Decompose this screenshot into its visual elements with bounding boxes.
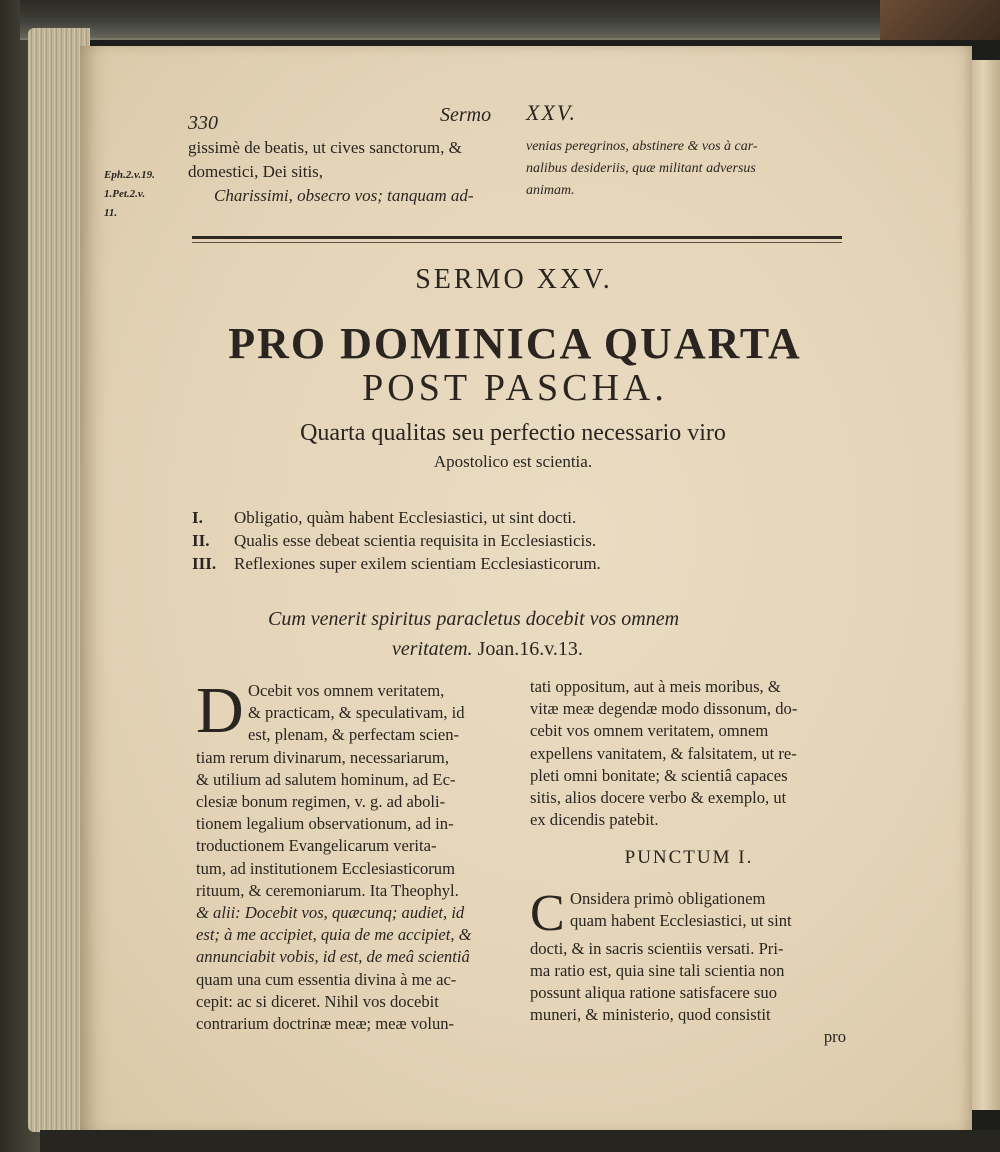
running-head-sermo: Sermo: [440, 104, 492, 126]
text-line: muneri, & ministerio, quod consistit: [530, 1005, 771, 1025]
epigraph: [268, 604, 808, 664]
running-head-number: XXV.: [526, 100, 577, 125]
margin-ref: 1.Pet.2.v.: [104, 188, 146, 200]
text-line: ex dicendis patebit.: [530, 810, 659, 830]
text-line: quam habent Ecclesiastici, ut sint: [570, 910, 792, 930]
sermon-subtitle-line2: Apostolico est scientia.: [433, 452, 593, 471]
text-line: animam.: [526, 183, 575, 198]
sermon-title-line1: PRO DOMINICA QUARTA: [228, 319, 802, 368]
point-text: Qualis esse debeat scientia requisita in Ecclesiasticis.: [234, 531, 597, 550]
epigraph-reference: Joan.16.v.13.: [477, 638, 583, 660]
text-line: sitis, alios docere verbo & exemplo, ut: [530, 788, 787, 808]
text-line: rituum, & ceremoniarum. Ita Theophyl.: [196, 880, 459, 900]
text-line: Charissimi, obsecro vos; tanquam ad-: [214, 186, 474, 205]
text-line: tionem legalium observationum, ad in-: [196, 814, 454, 834]
point-item: [192, 529, 601, 552]
ornamental-rule: [192, 236, 842, 239]
text-line: quam una cum essentia divina à me ac-: [196, 969, 457, 989]
epigraph-line2: [268, 634, 808, 664]
text-line: domestici, Dei sitis,: [188, 162, 324, 181]
point-text: Obligatio, quàm habent Ecclesiastici, ut sint docti.: [234, 508, 577, 527]
text-line: vitæ meæ degendæ modo dissonum, do-: [530, 699, 798, 719]
punctum-heading: PUNCTUM I.: [624, 847, 754, 869]
margin-ref: Eph.2.v.19.: [104, 169, 155, 181]
epigraph-italic: veritatem.: [392, 638, 473, 660]
text-line: tati oppositum, aut à meis moribus, &: [530, 677, 781, 696]
point-number: II.: [192, 531, 210, 550]
text-line: & alii: Docebit vos, quæcunq; audiet, id: [196, 903, 465, 923]
text-line: cebit vos omnem veritatem, omnem: [530, 721, 769, 741]
drop-cap: C: [530, 884, 565, 942]
text-line: gissimè de beatis, ut cives sanctorum, &: [188, 138, 462, 157]
ornamental-rule-thin: [192, 242, 842, 243]
point-item: [192, 552, 601, 575]
point-number: III.: [192, 554, 217, 573]
text-line: est; à me accipiet, quia de me accipiet, &: [196, 925, 472, 945]
sermon-title-line2: POST PASCHA.: [362, 367, 668, 409]
text-line: expellens vanitatem, & falsitatem, ut re-: [530, 743, 797, 763]
text-line: cepit: ac si diceret. Nihil vos docebit: [196, 991, 439, 1011]
page-block-top-edge: [20, 0, 970, 40]
epigraph-line1: Cum venerit spiritus paracletus docebit vos omnem: [268, 608, 680, 630]
text-line: ma ratio est, quia sine tali scientia non: [530, 960, 785, 980]
sermon-number: SERMO XXV.: [415, 264, 613, 295]
sermon-points: [192, 506, 601, 575]
body-column-right: [530, 676, 848, 1049]
text-line: Ocebit vos omnem veritatem,: [248, 681, 445, 700]
right-page-edge: [972, 60, 1000, 1110]
point-number: I.: [192, 508, 203, 527]
bottom-shadow: [40, 1130, 1000, 1152]
drop-cap: D: [196, 674, 244, 747]
point-text: Reflexiones super exilem scientiam Ecclesiasticorum.: [234, 554, 601, 573]
text-line: annunciabit vobis, id est, de meâ scientiâ: [196, 947, 470, 967]
body-column-left: [196, 674, 514, 1035]
text-line: venias peregrinos, abstinere & vos à car-: [526, 139, 758, 154]
catchword: pro: [823, 1027, 846, 1047]
text-line: contrarium doctrinæ meæ; meæ volun-: [196, 1014, 455, 1034]
text-line: Onsidera primò obligationem: [570, 888, 766, 908]
text-line: tum, ad institutionem Ecclesiasticorum: [196, 858, 455, 878]
margin-ref: 11.: [104, 207, 118, 219]
text-line: est, plenam, & perfectam scien-: [248, 725, 460, 745]
sermon-subtitle-line1: Quarta qualitas seu perfectio necessario viro: [300, 420, 726, 446]
text-line: & utilium ad salutem hominum, ad Ec-: [196, 769, 456, 789]
point-item: [192, 506, 601, 529]
text-line: pleti omni bonitate; & scientiâ capaces: [530, 765, 788, 785]
header-text-right: [526, 136, 856, 202]
text-line: possunt aliqua ratione satisfacere suo: [530, 983, 777, 1003]
text-line: docti, & in sacris scientiis versati. Pri-: [530, 938, 784, 958]
leather-binding: [880, 0, 1000, 40]
header-text-left: [188, 136, 518, 208]
text-line: nalibus desideriis, quæ militant adversus: [526, 161, 756, 176]
text-line: tiam rerum divinarum, necessariarum,: [196, 747, 449, 767]
text-line: clesiæ bonum regimen, v. g. ad aboli-: [196, 792, 446, 812]
margin-references: [104, 166, 155, 223]
text-line: & practicam, & speculativam, id: [248, 703, 465, 723]
page-number: 330: [188, 112, 218, 134]
text-line: troductionem Evangelicarum verita-: [196, 836, 437, 856]
